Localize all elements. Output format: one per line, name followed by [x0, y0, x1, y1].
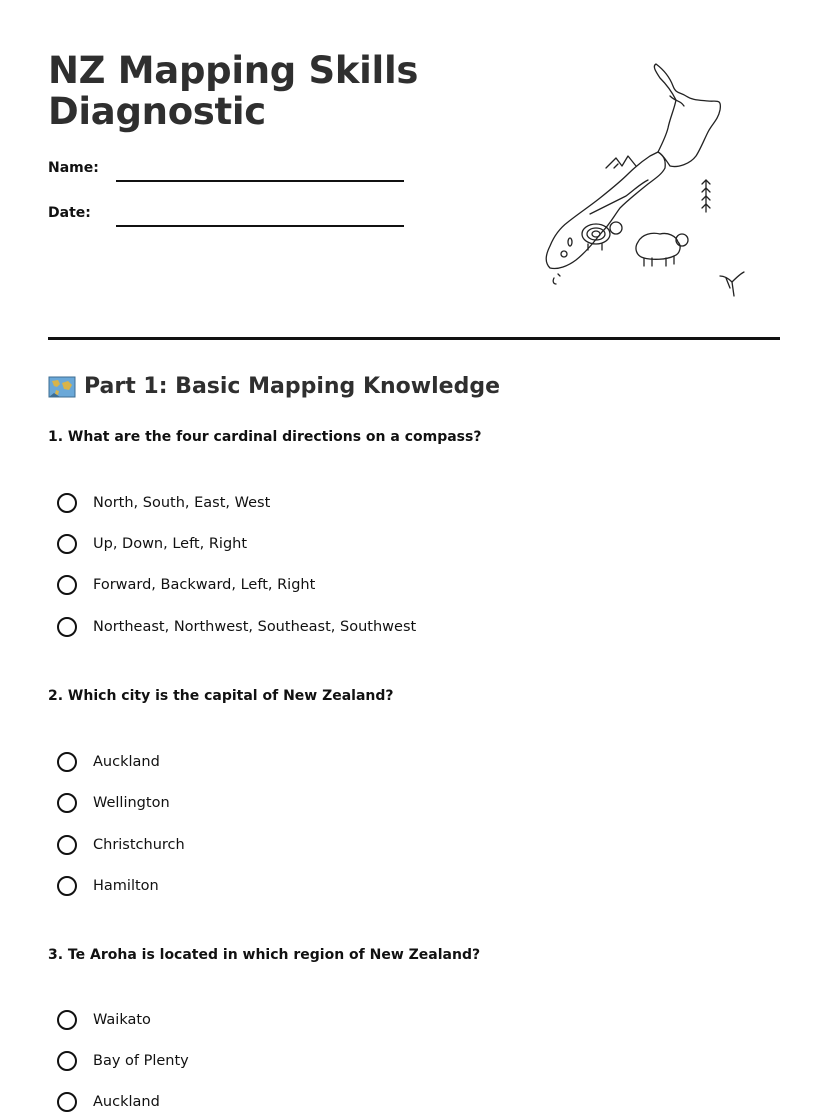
q2-option-4[interactable]	[57, 873, 159, 899]
option-label: Bay of Plenty	[93, 1053, 189, 1069]
radio-button[interactable]	[57, 1010, 77, 1030]
name-label: Name:	[48, 160, 99, 176]
q3-option-3[interactable]	[57, 1089, 160, 1115]
q1-option-2[interactable]	[57, 531, 247, 557]
radio-button[interactable]	[57, 835, 77, 855]
question-1: 1. What are the four cardinal directions on a compass?	[48, 429, 482, 445]
option-label: Wellington	[93, 795, 170, 811]
q1-option-4[interactable]	[57, 614, 416, 640]
radio-button[interactable]	[57, 534, 77, 554]
new-zealand-map-illustration	[530, 56, 760, 306]
option-label: Up, Down, Left, Right	[93, 536, 248, 552]
radio-button[interactable]	[57, 575, 77, 595]
radio-button[interactable]	[57, 1092, 77, 1112]
option-label: Auckland	[93, 754, 160, 770]
option-label: Northeast, Northwest, Southeast, Southwest	[93, 619, 417, 635]
date-label: Date:	[48, 205, 91, 221]
option-label: Christchurch	[93, 837, 185, 853]
radio-button[interactable]	[57, 876, 77, 896]
section-divider	[48, 337, 780, 340]
q1-option-1[interactable]	[57, 490, 270, 516]
page-title: NZ Mapping Skills Diagnostic	[48, 49, 419, 133]
q3-option-2[interactable]	[57, 1048, 189, 1074]
option-label: Waikato	[93, 1012, 151, 1028]
q3-option-1[interactable]	[57, 1007, 151, 1033]
radio-button[interactable]	[57, 1051, 77, 1071]
section-heading	[48, 374, 500, 399]
question-2: 2. Which city is the capital of New Zealand?	[48, 688, 394, 704]
radio-button[interactable]	[57, 793, 77, 813]
q1-option-3[interactable]	[57, 572, 315, 598]
section-heading-text: Part 1: Basic Mapping Knowledge	[84, 374, 500, 399]
world-map-icon	[48, 375, 76, 399]
q2-option-2[interactable]	[57, 790, 170, 816]
radio-button[interactable]	[57, 617, 77, 637]
radio-button[interactable]	[57, 493, 77, 513]
option-label: Auckland	[93, 1094, 160, 1110]
question-3: 3. Te Aroha is located in which region of New Zealand?	[48, 947, 481, 963]
option-label: Hamilton	[93, 878, 159, 894]
date-field[interactable]	[116, 225, 404, 227]
q2-option-3[interactable]	[57, 832, 185, 858]
radio-button[interactable]	[57, 752, 77, 772]
q2-option-1[interactable]	[57, 749, 160, 775]
name-field[interactable]	[116, 180, 404, 182]
option-label: North, South, East, West	[93, 495, 271, 511]
option-label: Forward, Backward, Left, Right	[93, 577, 316, 593]
